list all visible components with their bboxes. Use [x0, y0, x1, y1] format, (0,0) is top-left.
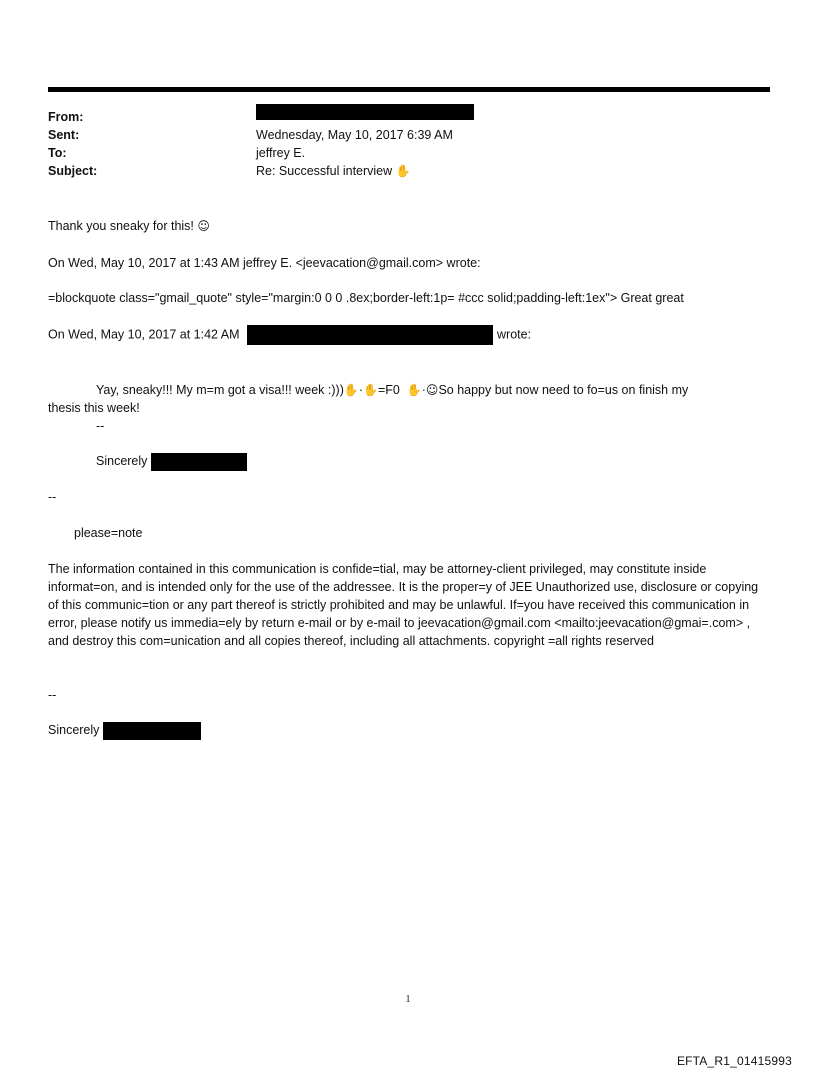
header-rule	[48, 87, 770, 92]
from-value	[256, 114, 474, 120]
sincerely-line-2	[48, 721, 768, 740]
from-label: From:	[48, 110, 84, 124]
astonished-face-icon: ☺	[425, 383, 439, 397]
quote-line-1: Yay, sneaky!!! My m=m got a visa!!! week :)))✋·✋=F0 ✋·☺So happy but now need to fo=us on finish my	[96, 383, 689, 397]
page-number: 1	[405, 994, 411, 1005]
email-header	[48, 108, 748, 180]
quote-part1: Yay, sneaky!!! My m=m got a visa!!! week :)))	[96, 383, 344, 397]
to-value: jeffrey E.	[256, 146, 306, 160]
document-id: EFTA_R1_01415993	[676, 1054, 792, 1068]
quote-part3: So happy but now need to fo=us on finish my	[438, 383, 689, 397]
sincerely-line-1	[96, 452, 816, 471]
signature-dash-3: --	[48, 688, 57, 702]
redaction-box	[151, 453, 247, 471]
quote-line-2: thesis this week!	[48, 401, 140, 415]
waving-hand-icon: ✋	[406, 383, 422, 397]
signature-dash-1: --	[96, 419, 105, 433]
sent-label: Sent:	[48, 128, 80, 142]
to-row	[48, 144, 748, 162]
subject-label: Subject:	[48, 164, 98, 178]
subject-text: Re: Successful interview	[256, 164, 393, 178]
body-line-on-wed-1: On Wed, May 10, 2017 at 1:43 AM jeffrey E. <jeevacation@gmail.com> wrote:	[48, 256, 481, 270]
thanks-text: Thank you sneaky for this!	[48, 219, 194, 233]
sent-value: Wednesday, May 10, 2017 6:39 AM	[256, 128, 453, 142]
sincerely-text-1: Sincerely	[96, 454, 148, 468]
waving-hand-icon: ✋	[363, 383, 378, 397]
body-line-blockquote: =blockquote class="gmail_quote" style="margin:0 0 0 .8ex;border-left:1p= #ccc solid;padding-left:1ex"> Great great	[48, 291, 684, 305]
redaction-box	[103, 722, 201, 740]
body-line-on-wed-2	[48, 325, 768, 345]
body-line-thanks	[48, 217, 768, 235]
quote-part2: =F0	[377, 383, 400, 397]
sincerely-text-2: Sincerely	[48, 723, 100, 737]
subject-row	[48, 162, 748, 180]
to-label: To:	[48, 146, 67, 160]
redaction-box	[256, 104, 474, 120]
on-wed-2-suffix: wrote:	[497, 327, 532, 342]
on-wed-2-prefix: On Wed, May 10, 2017 at 1:42 AM	[48, 327, 240, 342]
astonished-face-icon: ☺	[197, 219, 210, 233]
please-note: please=note	[74, 526, 143, 540]
redaction-box	[247, 325, 493, 345]
waving-hand-icon: ✋	[395, 164, 411, 178]
from-row	[48, 108, 748, 126]
disclaimer-paragraph: The information contained in this communication is confide=tial, may be attorney-client privileged, may constitute inside informat=on, and is intended only for the use of the addressee. It is the proper=y of JEE Unauthorized use, disclosure or copying of this communic=tion or any part thereof is strictly prohibited and may be unlawful. If=you have received this communication in error, please notify us immedia=ely by return e-mail or by e-mail to jeevacation@gmail.com <mailto:jeevacation@gmai=.com> , and destroy this com=unication and all copies thereof, including all attachments. copyright =all rights reserved	[48, 562, 759, 648]
subject-value	[256, 162, 411, 180]
signature-dash-2: --	[48, 490, 57, 504]
sent-row	[48, 126, 748, 144]
waving-hand-icon: ✋	[343, 383, 359, 397]
